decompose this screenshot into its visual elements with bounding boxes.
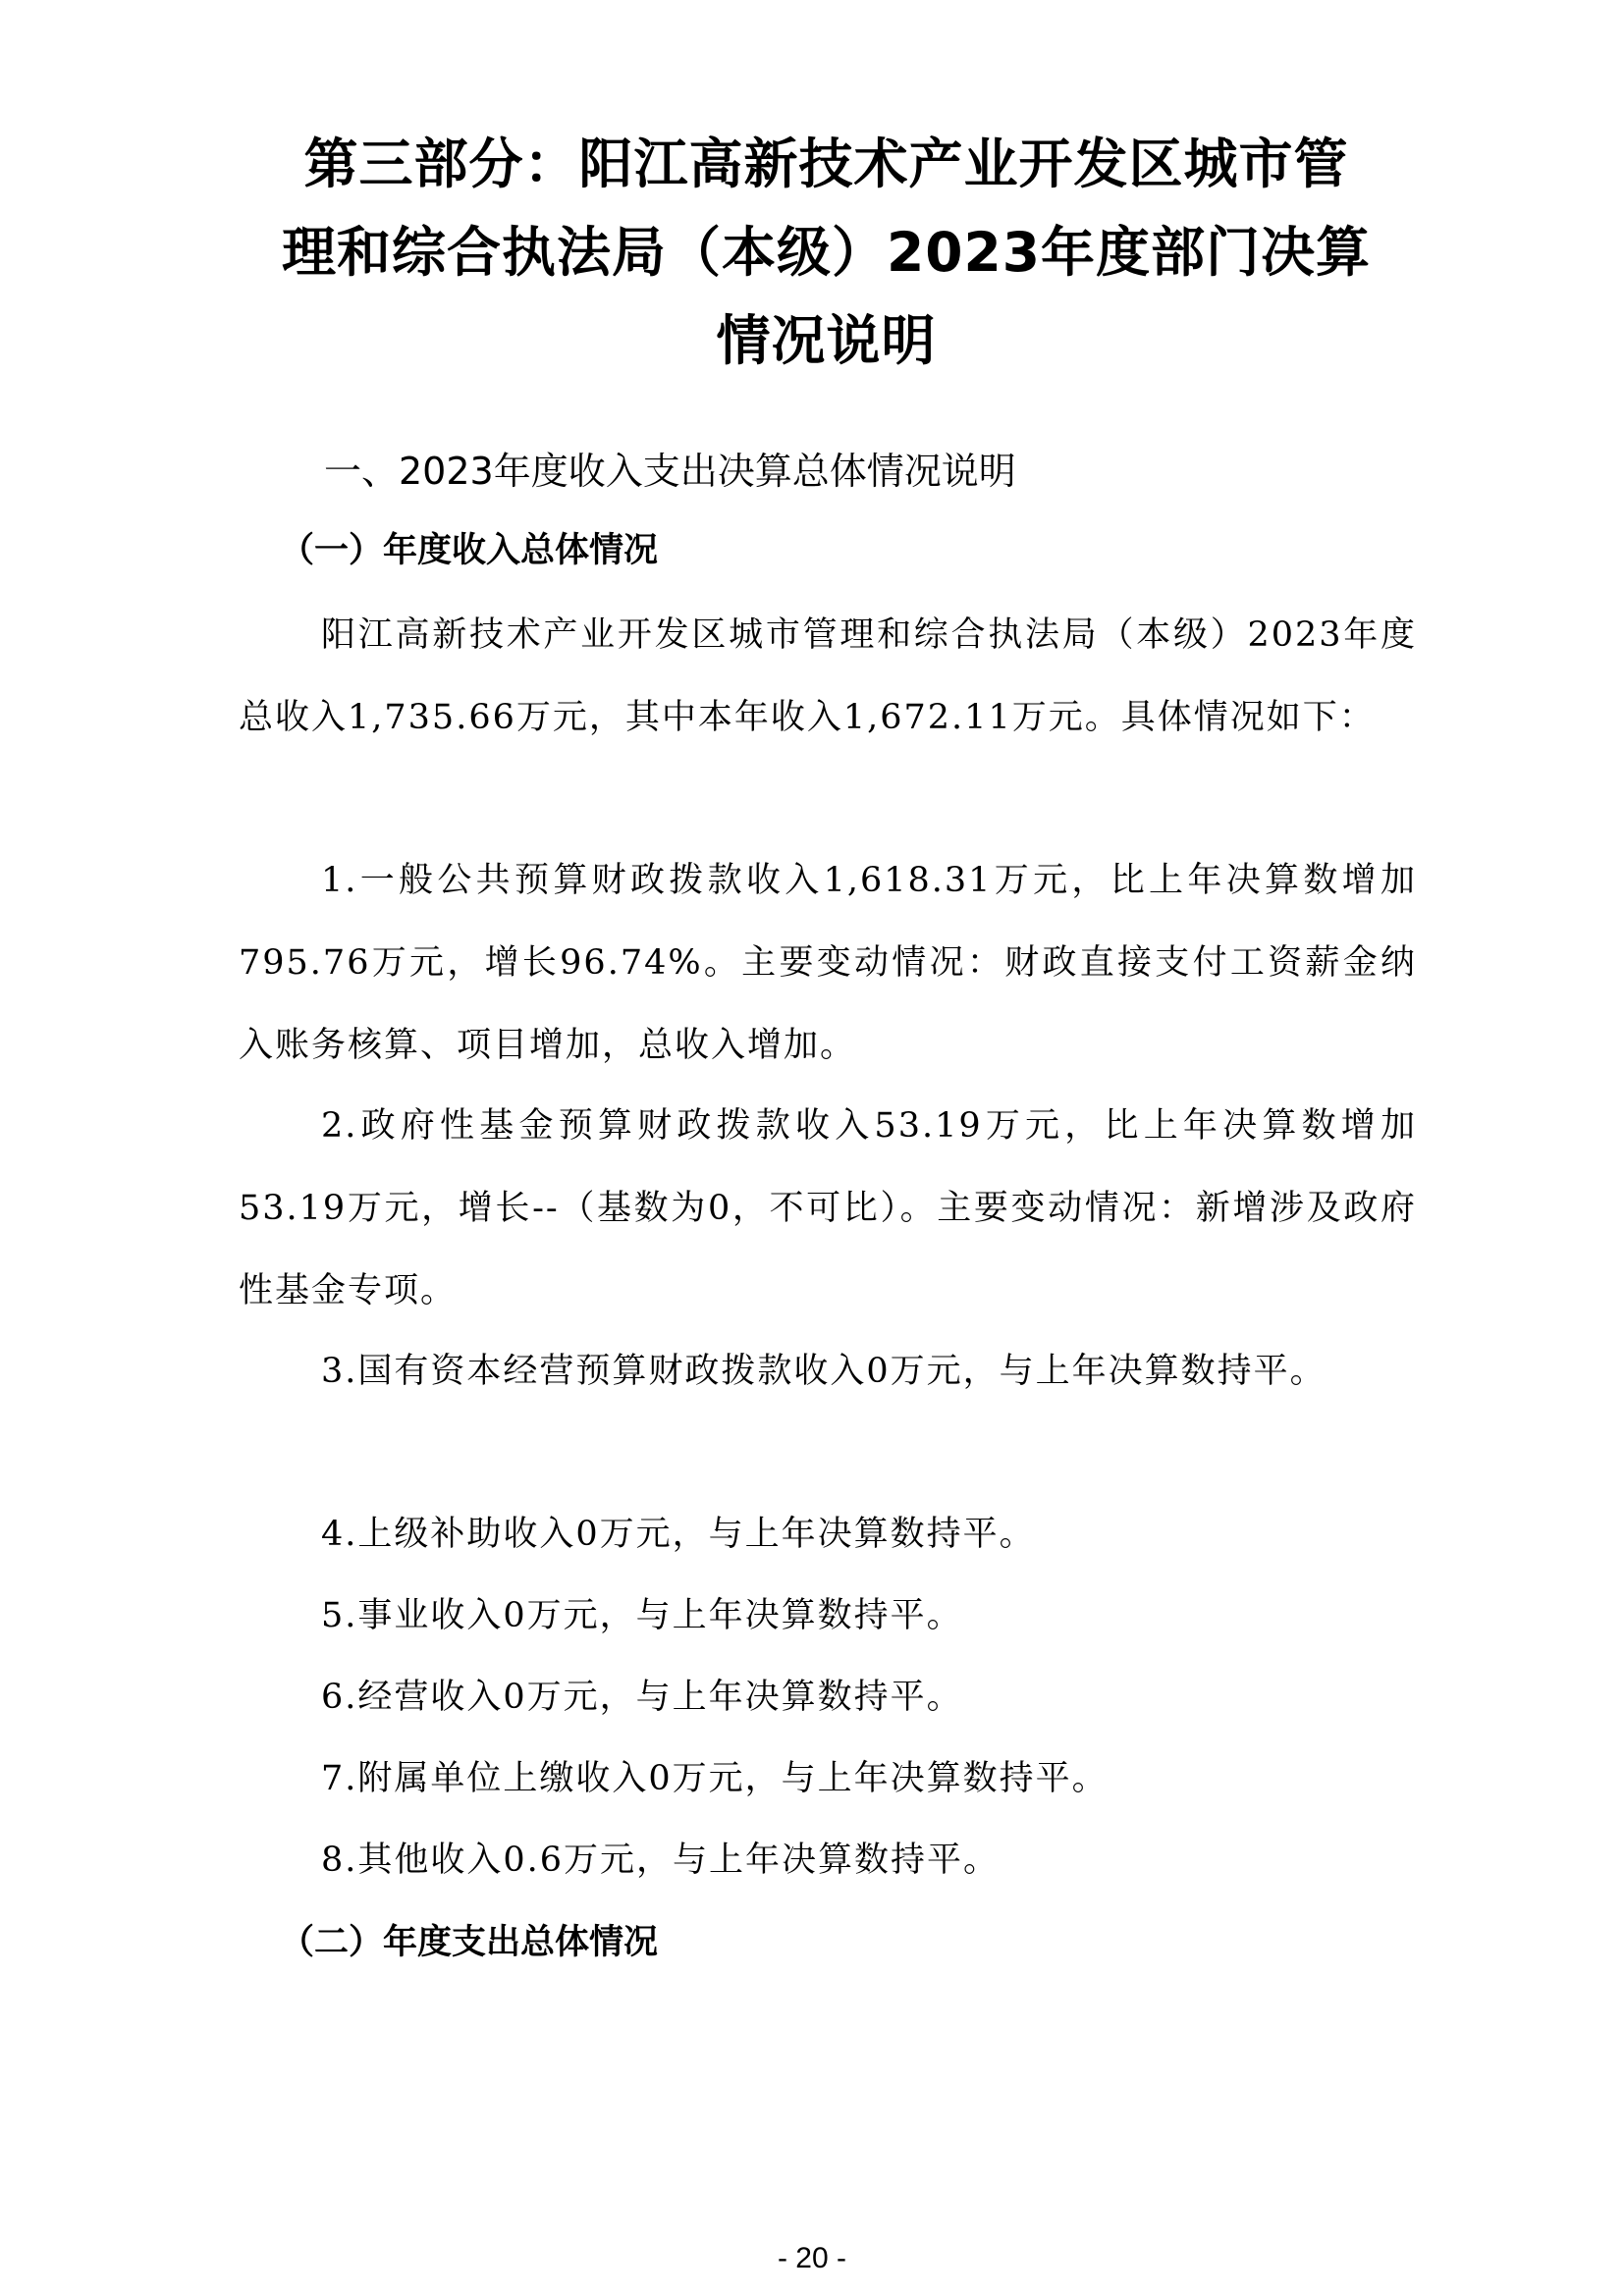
income-item-2: 2.政府性基金预算财政拨款收入53.19万元，比上年决算数增加53.19万元，增长--（基数为0，不可比）。主要变动情况：新增涉及政府性基金专项。	[239, 1106, 1417, 1310]
title-line-2: 理和综合执法局（本级）2023年度部门决算	[281, 221, 1372, 284]
section-heading-1: 一、2023年度收入支出决算总体情况说明	[324, 450, 1016, 493]
income-item-4: 4.上级补助收入0万元，与上年决算数持平。	[321, 1515, 1036, 1554]
subsection-heading-expenditure: （二）年度支出总体情况	[280, 1923, 659, 1962]
income-item-6: 6.经营收入0万元，与上年决算数持平。	[321, 1678, 963, 1717]
page-number: - 20 -	[777, 2242, 847, 2274]
income-intro-paragraph: 阳江高新技术产业开发区城市管理和综合执法局（本级）2023年度总收入1,735.66万元，其中本年收入1,672.11万元。具体情况如下：	[239, 615, 1417, 737]
income-item-7: 7.附属单位上缴收入0万元，与上年决算数持平。	[321, 1759, 1109, 1798]
subsection-heading-income: （一）年度收入总体情况	[280, 531, 659, 570]
page-title	[239, 120, 1414, 385]
title-line-1: 第三部分：阳江高新技术产业开发区城市管	[303, 133, 1349, 195]
income-item-8: 8.其他收入0.6万元，与上年决算数持平。	[321, 1841, 1001, 1880]
income-item-3: 3.国有资本经营预算财政拨款收入0万元，与上年决算数持平。	[321, 1352, 1326, 1391]
income-item-5: 5.事业收入0万元，与上年决算数持平。	[321, 1596, 963, 1635]
income-item-1: 1.一般公共预算财政拨款收入1,618.31万元，比上年决算数增加795.76万元，增长96.74%。主要变动情况：财政直接支付工资薪金纳入账务核算、项目增加，总收入增加。	[239, 861, 1417, 1065]
title-line-3: 情况说明	[716, 309, 937, 372]
